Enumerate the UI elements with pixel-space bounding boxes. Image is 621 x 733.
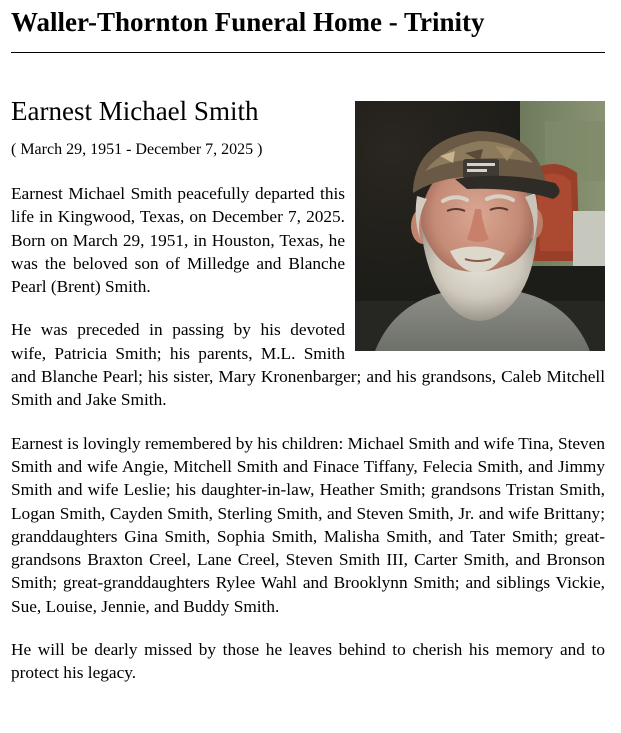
obituary-paragraph: He will be dearly missed by those he leaves behind to cherish his memory and to protect his legacy. xyxy=(11,640,605,683)
site-title[interactable]: Waller-Thornton Funeral Home - Trinity xyxy=(11,7,485,37)
obituary-dates: ( March 29, 1951 - December 7, 2025 ) xyxy=(11,141,263,158)
obituary-paragraph: Earnest Michael Smith peacefully departed this life in Kingwood, Texas, on December 7, 2025. Born on March 29, 1951, in Houston, Texas, he was the beloved son of Milledge and Blanche Pearl (Brent) Smith. xyxy=(11,184,345,297)
obituary-paragraph: Earnest is lovingly remembered by his children: Michael Smith and wife Tina, Steven Smith and wife Angie, Mitchell Smith and Finace Tiffany, Felecia Smith, and Jimmy Smith and wife Leslie; his daughter-in-law, Heather Smith; grandsons Tristan Smith, Logan Smith, Cayden Smith, Sterling Smith, and Steven Smith, Jr. and wife Brittany; granddaughters Gina Smith, Sophia Smith, Malisha Smith, and Tater Smith; great-grandsons Braxton Creel, Lane Creel, Steven Smith III, Carter Smith, and Bronson Smith; great-granddaughters Rylee Wahl and Brooklynn Smith; and siblings Vickie, Sue, Louise, Jennie, and Buddy Smith. xyxy=(11,433,605,616)
obituary-name: Earnest Michael Smith xyxy=(11,96,259,126)
portrait-photo-image xyxy=(355,101,605,351)
obituary-article xyxy=(11,95,605,685)
header-divider xyxy=(11,52,605,53)
obituary-paragraph: He was preceded in passing by his devoted wife, Patricia Smith; his parents, M.L. Smith and Blanche Pearl; his sister, Mary Kronenbarger; and his grandsons, Caleb Mitchell Smith and Jake Smith. xyxy=(11,320,605,410)
portrait-photo xyxy=(355,101,605,351)
